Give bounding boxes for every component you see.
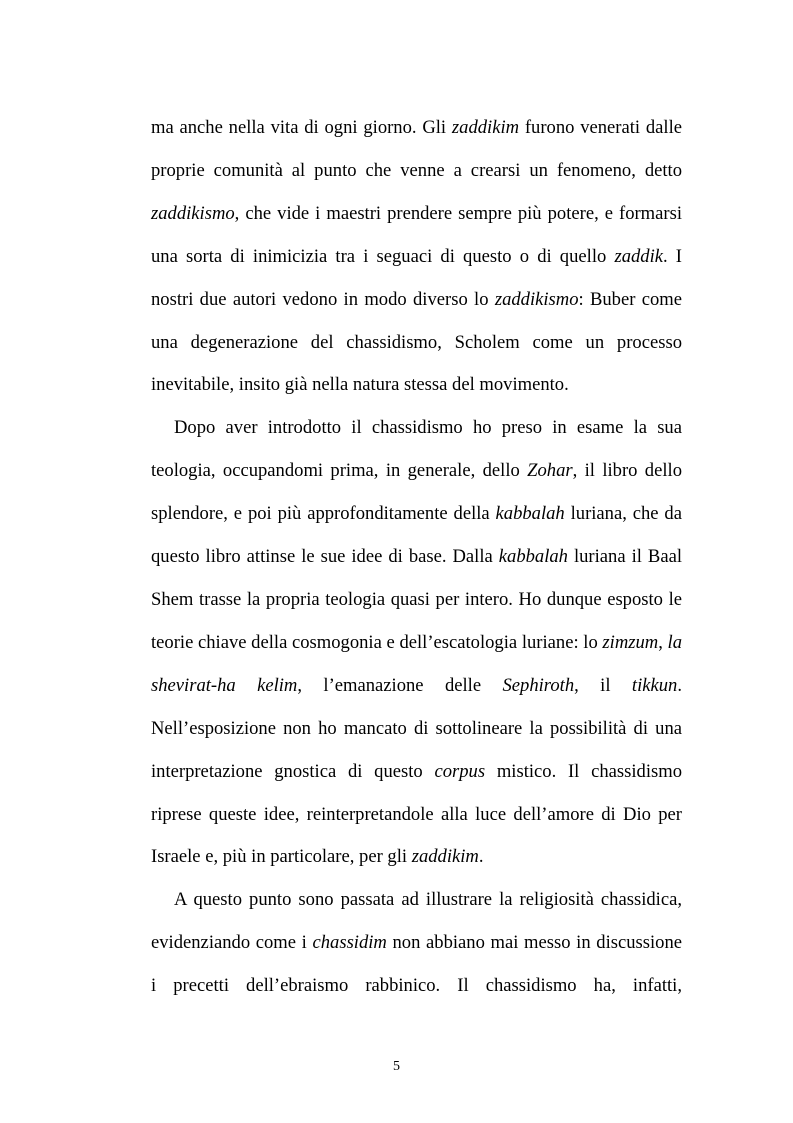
- italic-term: zaddikismo: [494, 288, 579, 310]
- text-run: mistico. Il chassidismo riprese queste idee, reinterpretandole alla luce dell’amore di Dio per Israele e, più in particolare, per gli: [151, 760, 682, 868]
- text-run: ma anche nella vita di ogni giorno. Gli: [151, 117, 452, 138]
- text-run: non abbiano mai messo in discussione i precetti dell’ebraismo rabbinico. Il chassidismo ha, infatti,: [151, 932, 682, 997]
- text-run: luriana il Baal Shem trasse la propria teologia quasi per intero. Ho dunque esposto le teorie chiave della cosmogonia e dell’escatologia luriane: lo: [151, 546, 682, 653]
- paragraph-teologia: [151, 407, 682, 879]
- italic-term: tikkun: [631, 674, 678, 696]
- paragraph-zaddikismo: [151, 107, 682, 407]
- text-run: . I nostri due autori vedono in modo diverso lo: [151, 245, 682, 310]
- italic-term: zaddikismo: [151, 202, 235, 224]
- italic-term: zaddikim: [451, 117, 520, 138]
- text-run: , il: [574, 674, 632, 696]
- italic-term: kabbalah: [495, 503, 565, 525]
- italic-term: zimzum: [602, 631, 659, 653]
- text-run: luriana, che da questo libro attinse le sue idee di base. Dalla: [151, 503, 682, 568]
- text-run: , il libro dello splendore, e poi più approfonditamente della: [151, 460, 682, 525]
- text-run: Dopo aver introdotto il chassidismo ho preso in esame la sua teologia, occupandomi prima, in generale, dello: [151, 417, 682, 482]
- italic-term: corpus: [434, 760, 486, 782]
- text-run: , che vide i maestri prendere sempre più potere, e formarsi una sorta di inimicizia tra i seguaci di questo o di quello: [151, 202, 682, 267]
- text-run: : Buber come una degenerazione del chassidismo, Scholem come un processo inevitabile, insito già nella natura stessa del movimento.: [151, 288, 682, 396]
- italic-term: Sephiroth: [502, 674, 575, 696]
- paragraph-religiosita: [151, 879, 682, 1008]
- text-run: .: [478, 846, 484, 868]
- text-run: . Nell’esposizione non ho mancato di sottolineare la possibilità di una interpretazione gnostica di questo: [151, 674, 683, 782]
- page-number: 5: [393, 1059, 400, 1074]
- text-run: furono venerati dalle proprie comunità al punto che venne a crearsi un fenomeno, detto: [151, 117, 683, 181]
- text-run: , l’emanazione delle: [297, 674, 503, 696]
- italic-term: kabbalah: [498, 546, 568, 568]
- italic-term: chassidim: [312, 932, 387, 954]
- italic-term: la shevirat-ha kelim: [151, 631, 683, 696]
- italic-term: Zohar: [527, 460, 573, 482]
- text-run: A questo punto sono passata ad illustrare la religiosità chassidica, evidenziando come i: [151, 889, 682, 954]
- italic-term: zaddikim: [411, 846, 479, 868]
- italic-term: zaddik: [614, 245, 663, 267]
- body-text: [151, 107, 682, 1008]
- text-run: ,: [658, 631, 668, 653]
